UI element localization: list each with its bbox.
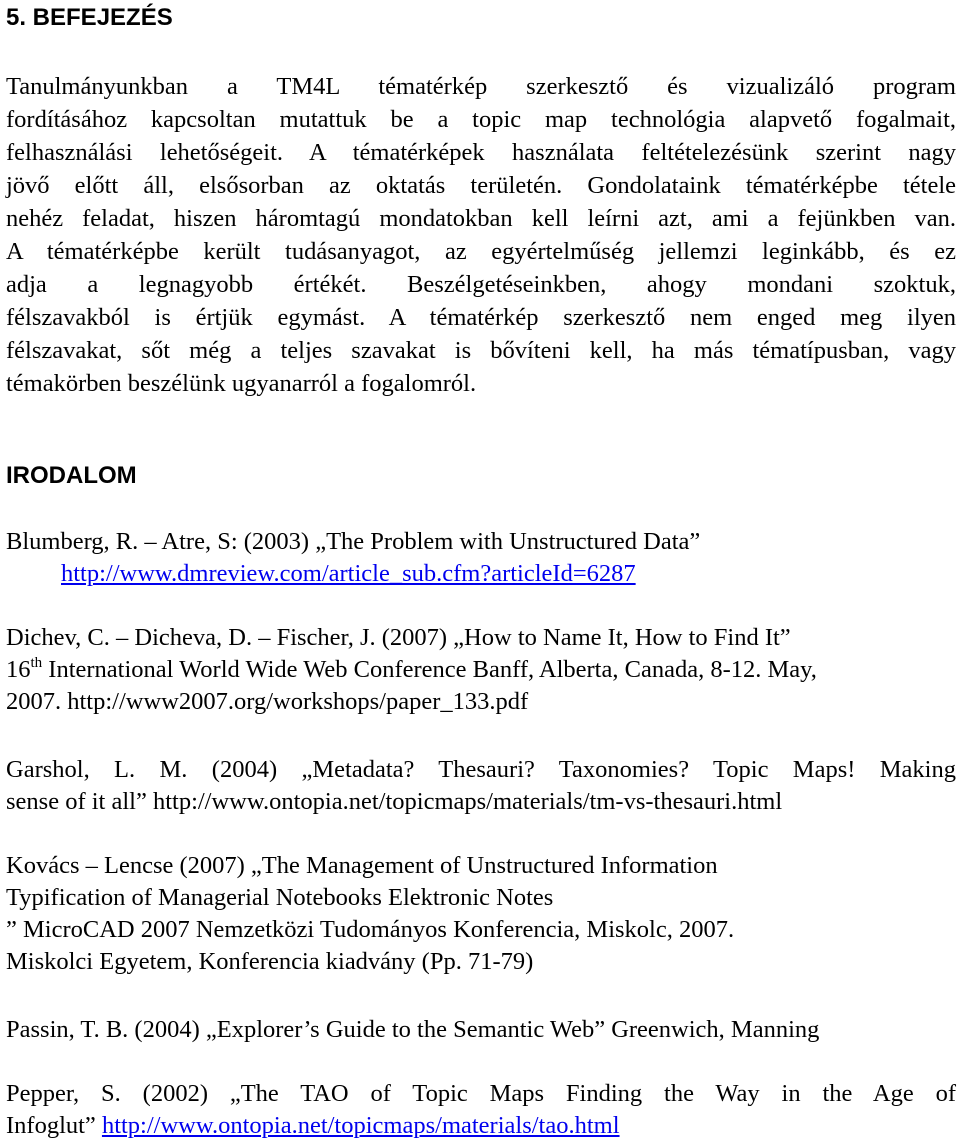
conclusion-paragraph	[6, 70, 956, 400]
paragraph-line: félszavakból is értjük egymást. A tématérkép szerkesztő nem enged meg ilyen	[6, 304, 956, 331]
reference-item	[6, 850, 956, 978]
section-heading: 5. BEFEJEZÉS	[6, 4, 173, 31]
paragraph-line: A tématérképbe került tudásanyagot, az egyértelműség jellemzi leginkább, és ez	[6, 238, 956, 265]
reference-link[interactable]: http://www.ontopia.net/topicmaps/materials/tao.html	[101, 1112, 620, 1139]
paragraph-line: felhasználási lehetőségeit. A tématérképek használata feltételezésünk szerint nagy	[6, 139, 956, 166]
reference-text: Miskolci Egyetem, Konferencia kiadvány (Pp. 71-79)	[6, 948, 534, 975]
paragraph-line: nehéz feladat, hiszen háromtagú mondatokban kell leírni azt, ami a fejünkben van.	[6, 205, 956, 232]
reference-text: 2007. http://www2007.org/workshops/paper_133.pdf	[6, 688, 529, 715]
reference-text: Pepper, S. (2002) „The TAO of Topic Maps Finding the Way in the Age of	[6, 1080, 956, 1107]
reference-text: Dichev, C. – Dicheva, D. – Fischer, J. (2007) „How to Name It, How to Find It”	[6, 624, 791, 651]
reference-text: Kovács – Lencse (2007) „The Management of Unstructured Information	[6, 852, 718, 879]
paragraph-line: adja a legnagyobb értékét. Beszélgetéseinkben, ahogy mondani szoktuk,	[6, 271, 956, 298]
paragraph-line: félszavakat, sőt még a teljes szavakat is bővíteni kell, ha más tématípusban, vagy	[6, 337, 956, 364]
reference-item	[6, 526, 956, 590]
reference-text-start: Infoglut”	[6, 1112, 102, 1139]
reference-text	[6, 654, 956, 686]
reference-link-line	[6, 558, 956, 590]
paragraph-line: jövő előtt áll, elsősorban az oktatás területén. Gondolataink tématérképbe tétele	[6, 172, 956, 199]
reference-text	[6, 1110, 956, 1142]
ordinal-number: 16	[6, 656, 31, 683]
reference-text: Garshol, L. M. (2004) „Metadata? Thesauri? Taxonomies? Topic Maps! Making	[6, 756, 956, 783]
reference-text: Typification of Managerial Notebooks Elektronic Notes	[6, 884, 554, 911]
reference-text: Passin, T. B. (2004) „Explorer’s Guide to the Semantic Web” Greenwich, Manning	[6, 1016, 820, 1043]
paragraph-line: Tanulmányunkban a TM4L tématérkép szerkesztő és vizualizáló program	[6, 73, 956, 100]
reference-item	[6, 754, 956, 818]
paragraph-line: témakörben beszélünk ugyanarról a fogalomról.	[6, 370, 477, 397]
reference-item	[6, 622, 956, 718]
paragraph-line: fordításához kapcsoltan mutattuk be a topic map technológia alapvető fogalmait,	[6, 106, 956, 133]
references-heading: IRODALOM	[6, 462, 137, 489]
reference-link[interactable]: http://www.dmreview.com/article_sub.cfm?articleId=6287	[61, 560, 636, 587]
reference-text-rest: International World Wide Web Conference Banff, Alberta, Canada, 8-12. May,	[42, 656, 817, 683]
reference-text: ” MicroCAD 2007 Nemzetközi Tudományos Konferencia, Miskolc, 2007.	[6, 916, 735, 943]
reference-text: Blumberg, R. – Atre, S: (2003) „The Problem with Unstructured Data”	[6, 528, 701, 555]
reference-item	[6, 1078, 956, 1142]
reference-text: sense of it all” http://www.ontopia.net/topicmaps/materials/tm-vs-thesauri.html	[6, 788, 783, 815]
reference-item	[6, 1014, 956, 1046]
ordinal-suffix: th	[30, 655, 43, 671]
